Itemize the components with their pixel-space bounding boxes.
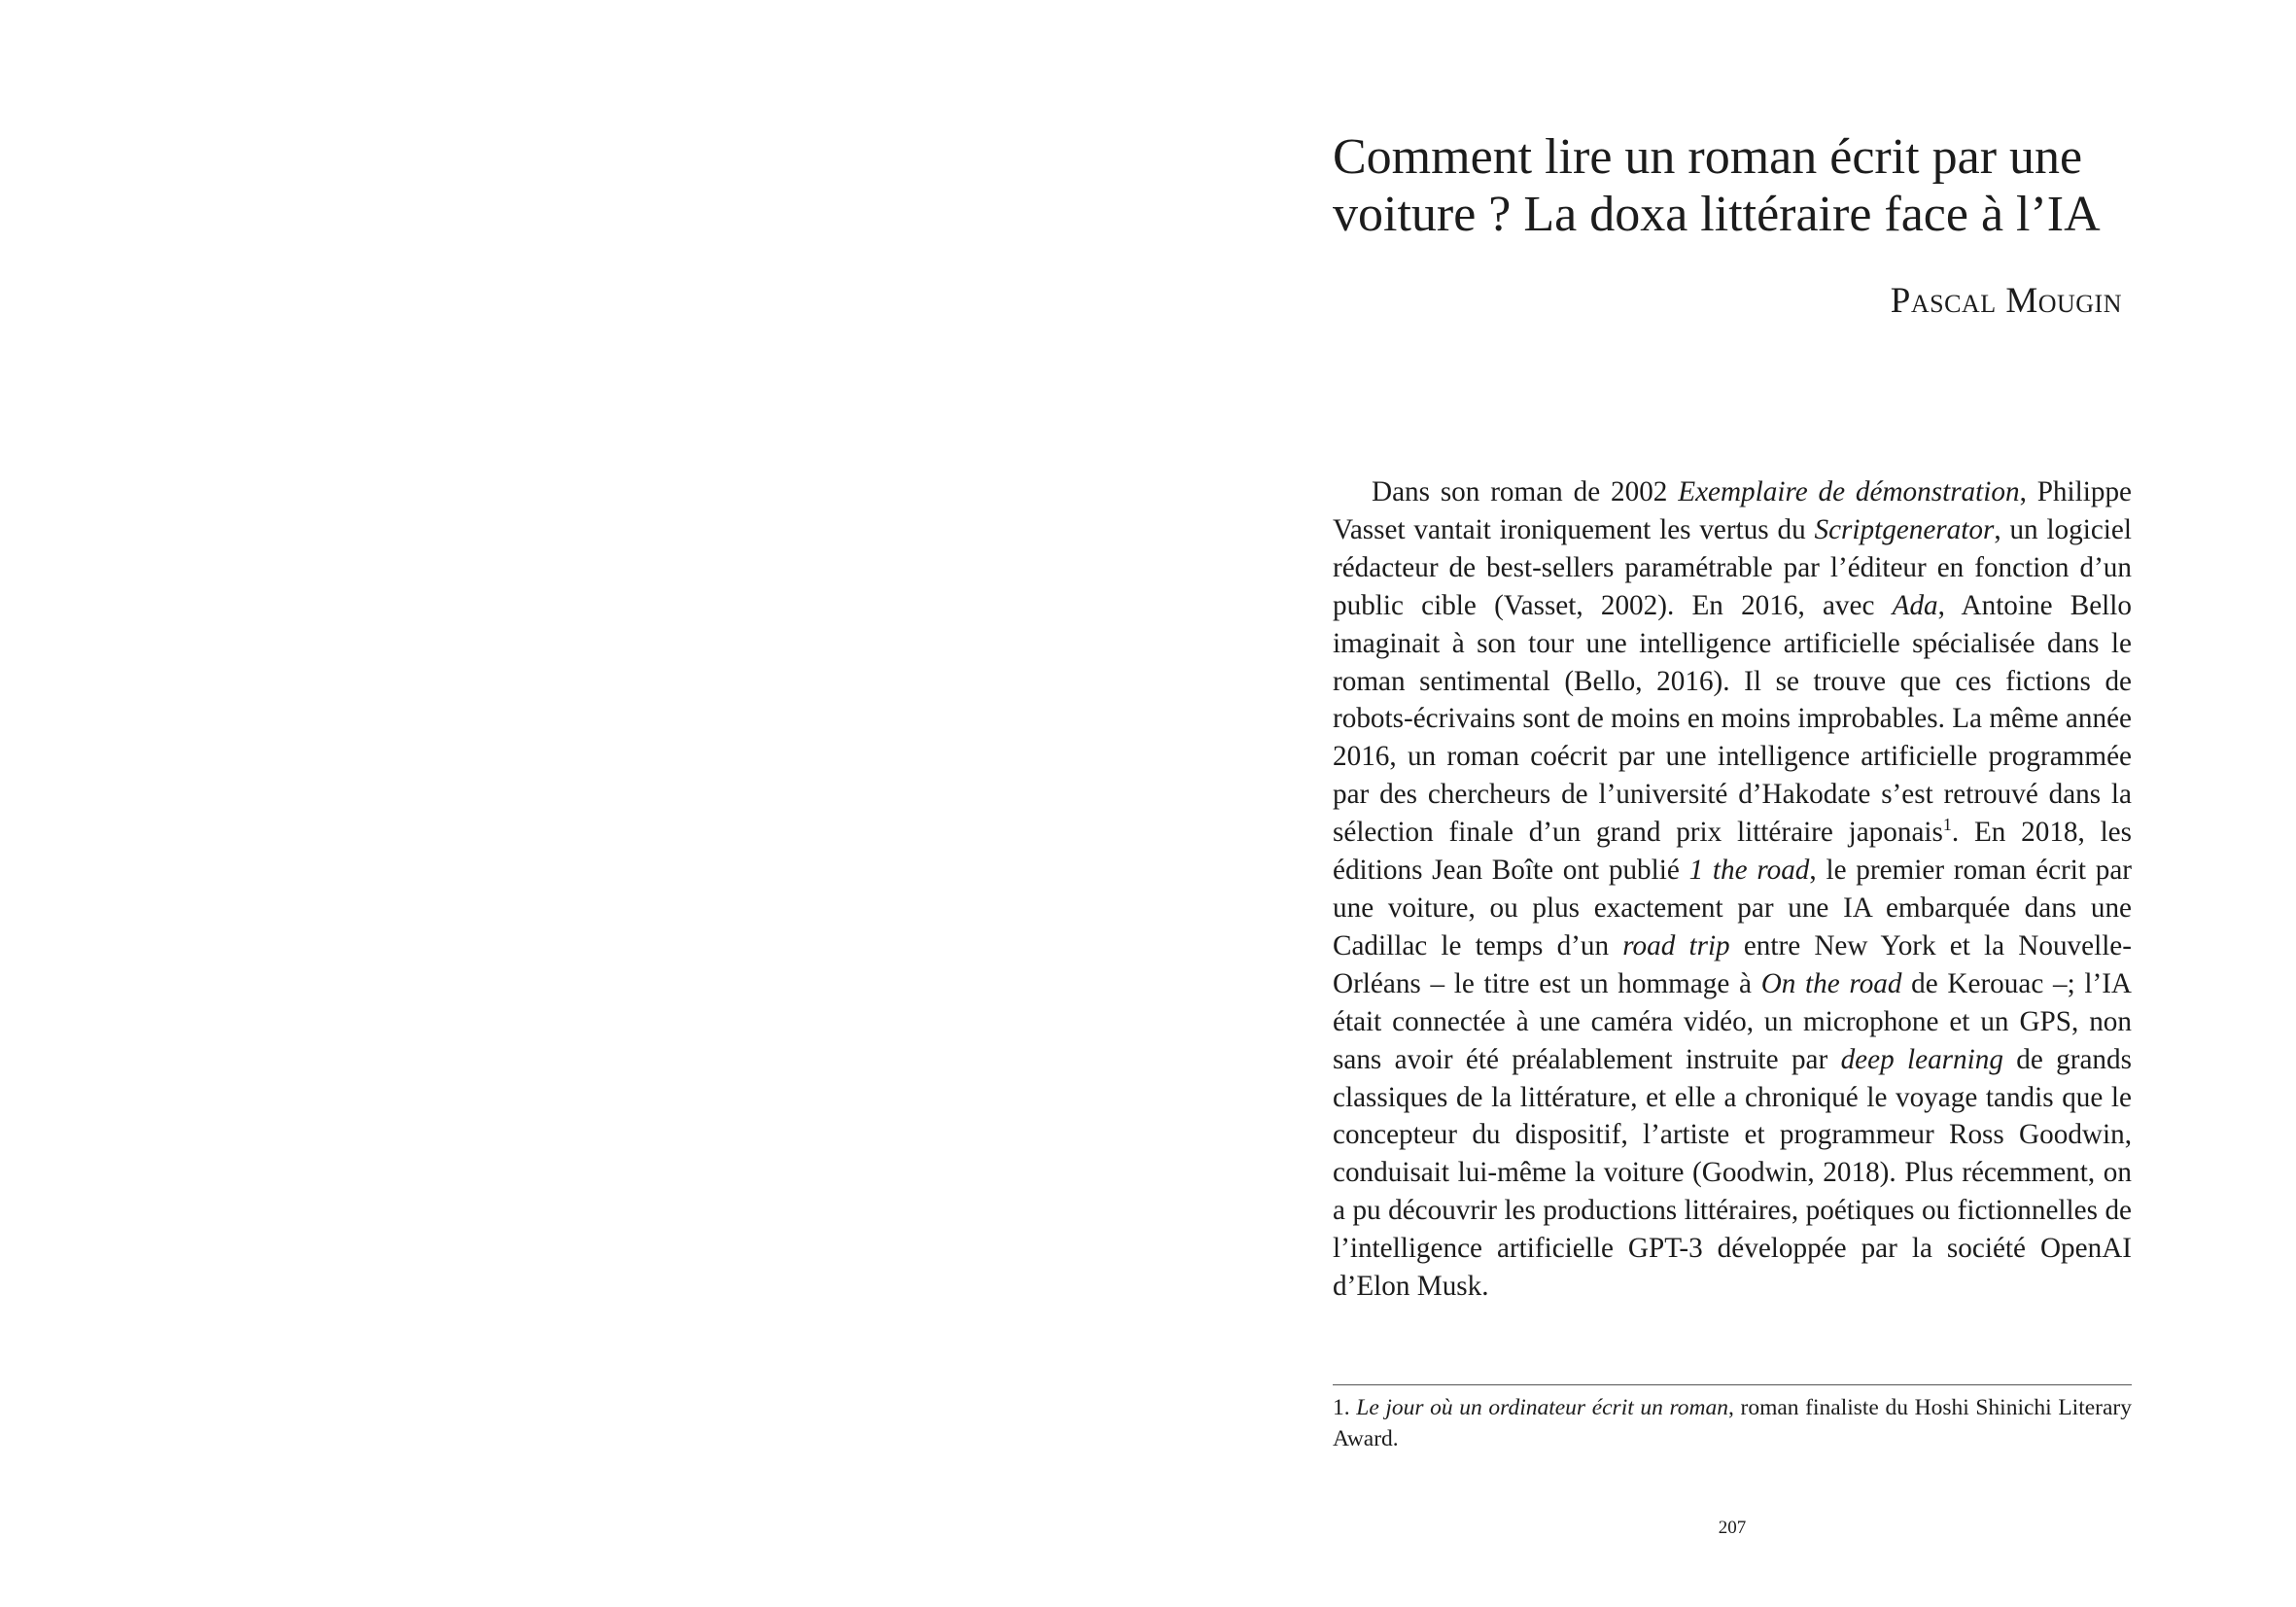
footnote: [1333, 1392, 2132, 1454]
body-text-segment: , Antoine Bello imaginait à son tour une intelligence artificielle spécialisée dans le roman sentimental (Bello, 2016). Il se trouve que ces fictions de robots-écrivains sont de moins en moins improbables. La même année 2016, un roman coécrit par une intelligence artificielle programmée par des chercheurs de l’université d’Hakodate s’est retrouvé dans la sélection finale d’un grand prix littéraire japonais: [1333, 589, 2132, 849]
italic-book-title: 1 the road: [1688, 855, 1810, 887]
chapter-title: Comment lire un roman écrit par une voiture ? La doxa littéraire face à l’IA: [1333, 129, 2101, 242]
footnote-text: , roman finaliste du Hoshi Shinichi Literary Award.: [1333, 1395, 2133, 1451]
footnote-number: 1.: [1333, 1395, 1357, 1420]
body-text-segment: de Kerouac –; l’IA était connectée à une caméra vidéo, un microphone et un GPS, non sans avoir été préalablement instruite par: [1333, 967, 2133, 1075]
italic-software-name: Scriptgenerator: [1814, 513, 1995, 545]
body-paragraph: [1333, 473, 2132, 1306]
right-page: [1148, 0, 2296, 1607]
footnote-reference: 1: [1942, 815, 1952, 835]
body-text-segment: Dans son roman de 2002: [1372, 476, 1679, 507]
body-text-segment: , un logiciel rédacteur de best-sellers paramétrable par l’éditeur en fonction d’un public cible (Vasset, 2002). En 2016, avec: [1333, 513, 2132, 621]
italic-book-title: On the road: [1760, 967, 1902, 999]
body-text-segment: , le premier roman écrit par une voiture, ou plus exactement par une IA embarquée dans une Cadillac le temps d’un: [1333, 855, 2132, 961]
italic-term: deep learning: [1840, 1043, 2003, 1075]
body-text-segment: . En 2018, les éditions Jean Boîte ont publié: [1333, 817, 2132, 887]
italic-term: road trip: [1622, 929, 1730, 961]
italic-book-title: Exemplaire de démonstration: [1678, 476, 2020, 507]
footnote-italic-title: Le jour où un ordinateur écrit un roman: [1356, 1395, 1728, 1420]
body-text-segment: , Philippe Vasset vantait ironiquement les vertus du: [1333, 476, 2132, 545]
author-name: Pascal Mougin: [1890, 281, 2122, 321]
page-number: 207: [1718, 1518, 1747, 1538]
body-text-segment: de grands classiques de la littérature, et elle a chroniqué le voyage tandis que le concepteur du dispositif, l’artiste et programmeur Ross Goodwin, conduisait lui-même la voiture (Goodwin, 2018). Plus récemment, on a pu découvrir les productions littéraires, poétiques ou fictionnelles de l’intelligence artificielle GPT-3 développée par la société OpenAI d’Elon Musk.: [1333, 1043, 2132, 1303]
footnote-divider: [1333, 1384, 2132, 1385]
italic-book-title: Ada: [1892, 589, 1938, 621]
body-text-segment: entre New York et la Nouvelle-Orléans – le titre est un hommage à: [1333, 929, 2132, 999]
